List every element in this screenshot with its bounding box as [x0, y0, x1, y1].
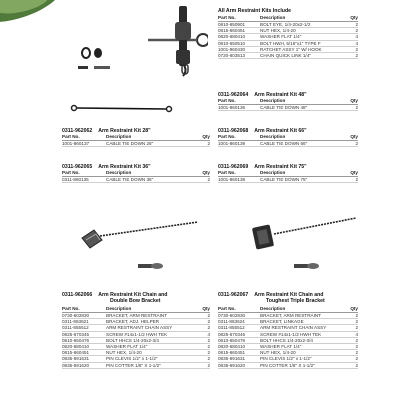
- col-header-qty: Qty: [348, 97, 358, 105]
- description-cell: BRACKET, ARM RESTRAINT: [106, 313, 200, 319]
- bolt-icon: [78, 66, 110, 69]
- hardware-illustration: [58, 0, 208, 90]
- col-header-qty: Qty: [348, 305, 358, 313]
- col-header-part: Part No.: [218, 14, 260, 22]
- col-header-qty: Qty: [348, 169, 358, 177]
- kit-48-parts-table: [218, 97, 358, 111]
- part-number-cell: 0835-691620: [218, 362, 260, 368]
- kit-48-name: Arm Restraint Kit 48": [254, 92, 307, 98]
- part-number-cell: 0311-863621: [62, 319, 106, 325]
- col-header-desc: Description: [106, 169, 200, 177]
- cable-tie-down-illustration: [68, 100, 178, 116]
- description-cell: WASHER FLAT 1/4": [106, 343, 200, 349]
- part-number-cell: 0810-650901: [218, 22, 260, 28]
- description-cell: CHAIN QUICK LINK 1/4": [260, 52, 348, 58]
- col-header-part: Part No.: [62, 133, 106, 141]
- part-number-cell: 0825-670345: [218, 331, 260, 337]
- kit-36-number: 0311-962065: [62, 164, 93, 170]
- kit-triple-name-line2: Toughest Triple Bracket: [266, 298, 325, 304]
- description-cell: ARM RESTRAINT CHAIN ASSY: [106, 325, 200, 331]
- table-row: [62, 177, 210, 183]
- qty-cell: 2: [348, 105, 358, 111]
- table-row: [218, 105, 358, 111]
- col-header-desc: Description: [260, 169, 348, 177]
- kit-all-title: All Arm Restraint Kits Include: [218, 8, 292, 14]
- part-number-cell: 1001-860139: [218, 141, 260, 147]
- kit-triple-number: 0311-962067: [218, 292, 249, 298]
- description-cell: NUT HEX, 1/4-20: [106, 350, 200, 356]
- qty-cell: 2: [200, 343, 210, 349]
- qty-cell: 2: [200, 362, 210, 368]
- part-number-cell: 0815-660451: [218, 350, 260, 356]
- col-header-qty: Qty: [200, 305, 210, 313]
- description-cell: BOLT EYE, 1/4-20x2-1/2: [260, 22, 348, 28]
- double-bow-bracket-illustration: [78, 208, 208, 280]
- kit-double-name-line2: Double Bow Bracket: [110, 298, 161, 304]
- description-cell: WASHER FLAT 1/4": [260, 34, 348, 40]
- part-number-cell: 0835-691631: [62, 356, 106, 362]
- kit-75-parts-table: [218, 169, 358, 183]
- qty-cell: 2: [200, 141, 210, 147]
- part-number-cell: 0835-691631: [218, 356, 260, 362]
- description-cell: ARM RESTRAINT CHAIN ASSY: [260, 325, 348, 331]
- description-cell: BOLT HWH, 5/16"x1" TYPE F: [260, 40, 348, 46]
- description-cell: BRACKET, ARM RESTRAINT: [260, 313, 348, 319]
- description-cell: CABLE TIE DOWN 66": [260, 141, 348, 147]
- description-cell: CABLE TIE DOWN 36": [106, 177, 200, 183]
- chain-icon: [100, 222, 198, 236]
- description-cell: BOLT HHCS 1/4-20x2-3/4: [106, 337, 200, 343]
- col-header-qty: Qty: [348, 14, 358, 22]
- kit-28-number: 0311-962062: [62, 128, 93, 134]
- part-number-cell: 0820-680410: [218, 34, 260, 40]
- col-header-part: Part No.: [218, 133, 260, 141]
- kit-75-name: Arm Restraint Kit 75": [254, 164, 307, 170]
- bracket-icon: [82, 230, 102, 248]
- kit-66-number: 0311-962068: [218, 128, 249, 134]
- part-number-cell: 0820-680410: [218, 343, 260, 349]
- description-cell: RATCHET ASSY 1" W/ HOOK: [260, 46, 348, 52]
- description-cell: PIN COTTER 1/8" X 1-1/2": [106, 362, 200, 368]
- part-number-cell: 0311-863624: [218, 319, 260, 325]
- col-header-desc: Description: [260, 305, 348, 313]
- col-header-desc: Description: [106, 133, 200, 141]
- part-number-cell: 0815-660451: [218, 28, 260, 34]
- kit-28-name: Arm Restraint Kit 28": [98, 128, 151, 134]
- description-cell: CABLE TIE DOWN 28": [106, 141, 200, 147]
- kit-48-number: 0311-962064: [218, 92, 249, 98]
- kit-28-parts-table: [62, 133, 210, 147]
- qty-cell: 2: [348, 325, 358, 331]
- qty-cell: 2: [348, 46, 358, 52]
- kit-36-name: Arm Restraint Kit 36": [98, 164, 151, 170]
- kit-double-parts-table: [62, 305, 210, 369]
- table-row: [218, 177, 358, 183]
- part-number-cell: 1001-860138: [218, 177, 260, 183]
- col-header-desc: Description: [260, 133, 348, 141]
- kit-all-parts-table: [218, 14, 358, 59]
- qty-cell: 2: [200, 177, 210, 183]
- kit-75-number: 0311-962069: [218, 164, 249, 170]
- qty-cell: 2: [348, 52, 358, 58]
- qty-cell: 2: [348, 337, 358, 343]
- kit-triple-parts-table: [218, 305, 358, 369]
- chain-icon: [274, 218, 356, 234]
- description-cell: BRACKET, ADJ. HELPER: [106, 319, 200, 325]
- part-number-cell: 0835-691620: [62, 362, 106, 368]
- qty-cell: 2: [200, 325, 210, 331]
- qty-cell: 2: [348, 141, 358, 147]
- part-number-cell: 0820-680410: [62, 343, 106, 349]
- part-number-cell: 0311-855512: [218, 325, 260, 331]
- kit-66-parts-table: [218, 133, 358, 147]
- kit-double-name-line1: Arm Restraint Kit Chain and: [98, 292, 168, 298]
- kit-66-name: Arm Restraint Kit 66": [254, 128, 307, 134]
- part-number-cell: 0720-603513: [218, 52, 260, 58]
- qty-cell: 2: [348, 22, 358, 28]
- qty-cell: 4: [348, 34, 358, 40]
- part-number-cell: 0810-650476: [218, 337, 260, 343]
- qty-cell: 2: [200, 313, 210, 319]
- col-header-part: Part No.: [62, 305, 106, 313]
- col-header-desc: Description: [260, 14, 348, 22]
- part-number-cell: 0311-855512: [62, 325, 106, 331]
- triple-bracket-illustration: [232, 208, 362, 280]
- description-cell: BOLT HHCS 1/4-20x2-3/4: [260, 337, 348, 343]
- col-header-part: Part No.: [218, 305, 260, 313]
- qty-cell: 2: [200, 319, 210, 325]
- part-number-cell: 0810-650510: [218, 40, 260, 46]
- table-row: [218, 362, 358, 368]
- description-cell: PIN CLEVIS 1/2" x 1-1/2": [260, 356, 348, 362]
- qty-cell: 2: [200, 350, 210, 356]
- description-cell: SCREW #14x1-1/2 HWH TEK: [260, 331, 348, 337]
- qty-cell: 2: [200, 356, 210, 362]
- col-header-qty: Qty: [200, 169, 210, 177]
- description-cell: PIN CLEVIS 1/2" x 1-1/2": [106, 356, 200, 362]
- description-cell: CABLE TIE DOWN 48": [260, 105, 348, 111]
- col-header-qty: Qty: [200, 133, 210, 141]
- kit-triple-name-line1: Arm Restraint Kit Chain and: [254, 292, 324, 298]
- part-number-cell: 1001-960430: [218, 46, 260, 52]
- kit-36-parts-table: [62, 169, 210, 183]
- qty-cell: 2: [348, 177, 358, 183]
- clevis-pin-icon: [138, 263, 163, 269]
- table-row: [218, 52, 358, 58]
- table-row: [218, 141, 358, 147]
- part-number-cell: 0730-602830: [62, 313, 106, 319]
- part-number-cell: 0730-602830: [218, 313, 260, 319]
- description-cell: NUT HEX, 1/4-20: [260, 28, 348, 34]
- col-header-part: Part No.: [218, 169, 260, 177]
- part-number-cell: 0810-650476: [62, 337, 106, 343]
- qty-cell: 2: [348, 319, 358, 325]
- part-number-cell: 1001-860136: [218, 105, 260, 111]
- qty-cell: 4: [200, 331, 210, 337]
- qty-cell: 2: [348, 343, 358, 349]
- kit-double-number: 0311-962066: [62, 292, 93, 298]
- description-cell: CABLE TIE DOWN 75": [260, 177, 348, 183]
- part-number-cell: 0311-860135: [62, 177, 106, 183]
- col-header-qty: Qty: [348, 133, 358, 141]
- qty-cell: 2: [348, 28, 358, 34]
- col-header-desc: Description: [260, 97, 348, 105]
- table-row: [62, 362, 210, 368]
- qty-cell: 2: [200, 337, 210, 343]
- description-cell: SCREW #14x1-1/2 HWH TEK: [106, 331, 200, 337]
- clevis-pin-icon: [294, 263, 319, 269]
- description-cell: PIN COTTER 1/8" X 1-1/2": [260, 362, 348, 368]
- qty-cell: 4: [348, 331, 358, 337]
- table-row: [62, 141, 210, 147]
- col-header-part: Part No.: [62, 169, 106, 177]
- qty-cell: 2: [348, 350, 358, 356]
- qty-cell: 2: [348, 313, 358, 319]
- qty-cell: 2: [348, 362, 358, 368]
- part-number-cell: 1001-860137: [62, 141, 106, 147]
- col-header-part: Part No.: [218, 97, 260, 105]
- col-header-desc: Description: [106, 305, 200, 313]
- description-cell: BRACKET, LINKAGE: [260, 319, 348, 325]
- part-number-cell: 0815-660451: [62, 350, 106, 356]
- washer-icon: [82, 48, 102, 58]
- part-number-cell: 0825-670345: [62, 331, 106, 337]
- description-cell: WASHER FLAT 1/4": [260, 343, 348, 349]
- triple-bracket-icon: [252, 224, 274, 249]
- description-cell: NUT HEX, 1/4-20: [260, 350, 348, 356]
- qty-cell: 2: [348, 356, 358, 362]
- qty-cell: 4: [348, 40, 358, 46]
